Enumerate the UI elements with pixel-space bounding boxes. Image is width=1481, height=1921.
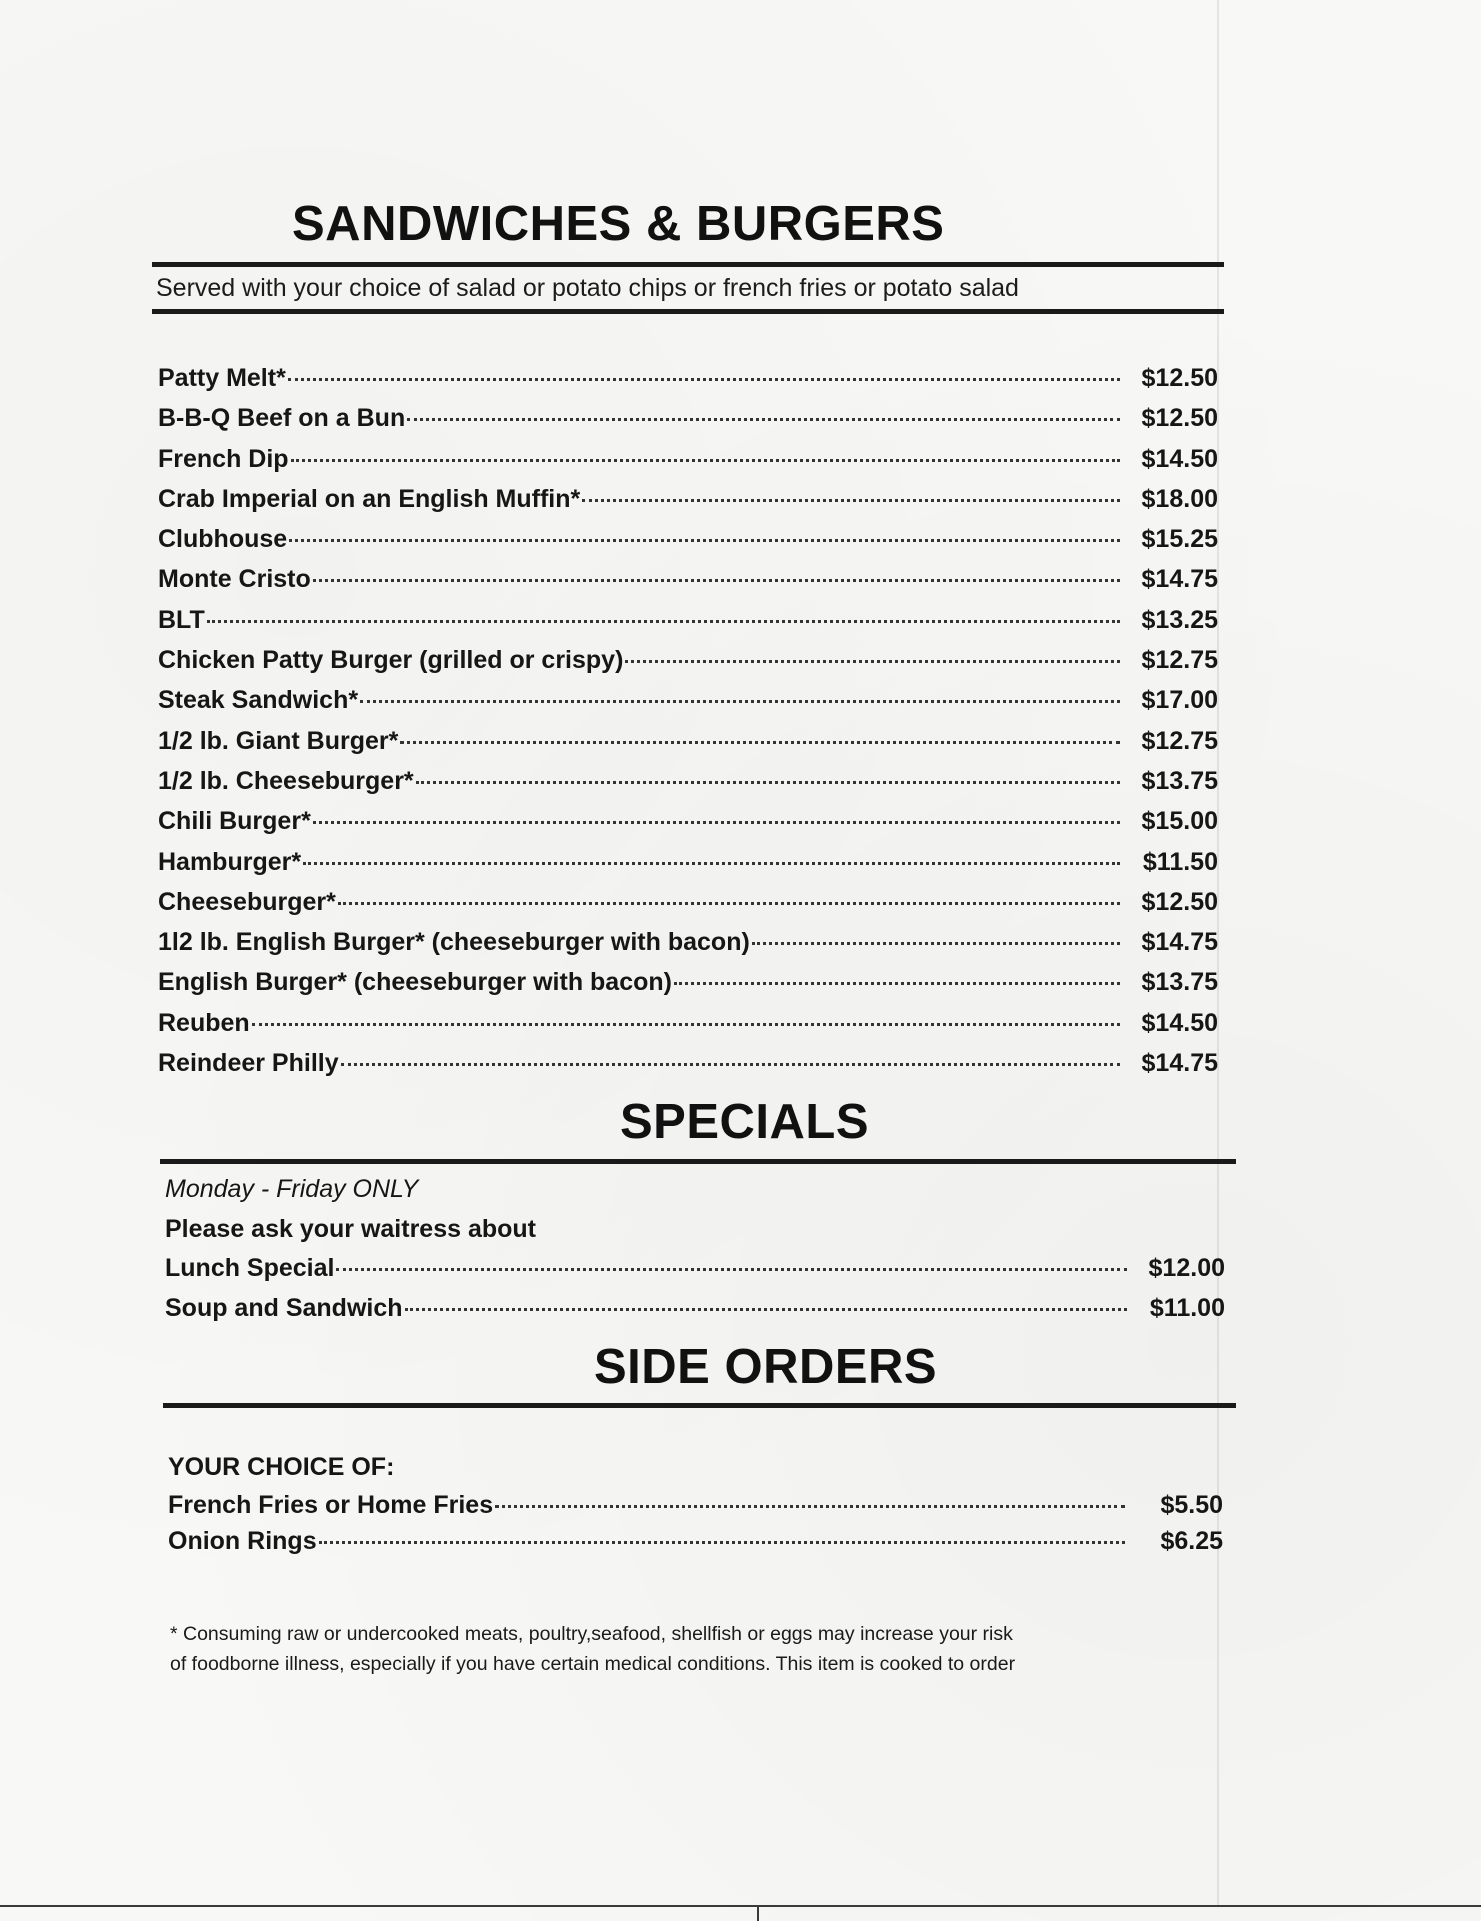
specials-list [165,1254,1225,1334]
item-name: 1/2 lb. Cheeseburger* [158,766,414,795]
dot-leader [336,1268,1127,1271]
dot-leader [582,499,1120,502]
item-price: $13.75 [1141,968,1218,997]
item-price: $14.75 [1141,565,1218,594]
dot-leader [313,579,1120,582]
item-price: $15.00 [1141,807,1218,836]
dot-leader [252,1023,1120,1026]
item-price: $12.00 [1148,1254,1225,1282]
item-price: $12.50 [1141,404,1218,433]
item-name: French Dip [158,444,289,473]
sandwiches-title: SANDWICHES & BURGERS [292,197,945,251]
dot-leader [313,821,1120,824]
item-name: Hamburger* [158,847,302,876]
menu-item [165,1254,1225,1294]
item-price: $17.00 [1141,686,1218,715]
sides-rule [163,1403,1236,1408]
item-name: Onion Rings [168,1527,317,1555]
menu-item [158,445,1218,485]
item-name: Reindeer Philly [158,1049,339,1078]
dot-leader [752,942,1120,945]
item-price: $14.75 [1141,928,1218,957]
dot-leader [360,700,1120,703]
menu-item [158,364,1218,404]
item-name: Reuben [158,1008,250,1037]
item-price: $14.50 [1141,1008,1218,1037]
dot-leader [405,1308,1127,1311]
menu-item [158,807,1218,847]
sandwiches-subtitle: Served with your choice of salad or potato chips or french fries or potato salad [156,274,1019,302]
dot-leader [319,1541,1125,1544]
item-name: B-B-Q Beef on a Bun [158,404,406,433]
menu-item [158,646,1218,686]
dot-leader [495,1505,1125,1508]
dot-leader [625,660,1120,663]
item-price: $5.50 [1160,1491,1223,1519]
item-price: $15.25 [1141,525,1218,554]
page-bottom-border [0,1905,1481,1907]
menu-item [158,404,1218,444]
specials-title: SPECIALS [620,1095,870,1149]
menu-item [158,928,1218,968]
menu-item [158,686,1218,726]
dot-leader [207,620,1120,623]
dot-leader [291,459,1120,462]
item-price: $12.50 [1141,887,1218,916]
item-price: $14.75 [1141,1049,1218,1078]
dot-leader [416,781,1120,784]
item-name: Chicken Patty Burger (grilled or crispy) [158,646,624,675]
item-price: $12.75 [1141,726,1218,755]
menu-item [158,968,1218,1008]
sandwiches-list [158,364,1218,1089]
dot-leader [338,902,1120,905]
item-price: $13.25 [1141,605,1218,634]
sandwiches-top-rule [152,262,1224,267]
item-name: Soup and Sandwich [165,1294,403,1322]
item-name: Cheeseburger* [158,887,336,916]
item-name: Patty Melt* [158,364,286,392]
item-name: 1/2 lb. Giant Burger* [158,726,399,755]
item-name: BLT [158,605,205,634]
item-price: $12.75 [1141,646,1218,675]
item-name: Steak Sandwich* [158,686,359,715]
footnote-line-2: of foodborne illness, especially if you have certain medical conditions. This item is cooked to order [170,1653,1016,1675]
menu-item [158,1009,1218,1049]
item-price: $11.50 [1142,847,1218,876]
page-bottom-tick [757,1905,759,1921]
dot-leader [288,378,1120,381]
sandwiches-bottom-rule [152,309,1224,314]
footnote-line-1: * Consuming raw or undercooked meats, poultry,seafood, shellfish or eggs may increase your risk [170,1623,1013,1645]
menu-item [158,848,1218,888]
menu-item [158,888,1218,928]
menu-item [158,565,1218,605]
menu-item [158,606,1218,646]
menu-item [158,767,1218,807]
specials-days: Monday - Friday ONLY [165,1175,419,1203]
menu-item [168,1491,1223,1527]
dot-leader [674,982,1120,985]
menu-item [158,485,1218,525]
sides-list [168,1491,1223,1563]
sides-title: SIDE ORDERS [594,1340,938,1394]
sides-choice-label: YOUR CHOICE OF: [168,1453,395,1481]
item-price: $12.50 [1141,364,1218,392]
item-name: Lunch Special [165,1254,335,1282]
menu-item [158,1049,1218,1089]
dot-leader [303,862,1120,865]
item-price: $14.50 [1141,444,1218,473]
item-price: $13.75 [1141,766,1218,795]
specials-rule [160,1159,1236,1164]
item-price: $11.00 [1149,1294,1225,1322]
dot-leader [341,1063,1120,1066]
menu-item [165,1294,1225,1334]
menu-item [158,727,1218,767]
item-name: Clubhouse [158,525,288,554]
item-name: Monte Cristo [158,565,311,594]
item-name: 1l2 lb. English Burger* (cheeseburger with bacon) [158,928,750,957]
item-price: $6.25 [1160,1527,1223,1555]
menu-item [168,1527,1223,1563]
dot-leader [289,539,1120,542]
item-name: English Burger* (cheeseburger with bacon) [158,968,672,997]
item-name: Chili Burger* [158,807,311,836]
dot-leader [407,418,1120,421]
item-name: French Fries or Home Fries [168,1491,494,1519]
menu-item [158,525,1218,565]
specials-note: Please ask your waitress about [165,1215,537,1243]
item-name: Crab Imperial on an English Muffin* [158,484,581,513]
dot-leader [400,741,1120,744]
item-price: $18.00 [1141,484,1218,513]
